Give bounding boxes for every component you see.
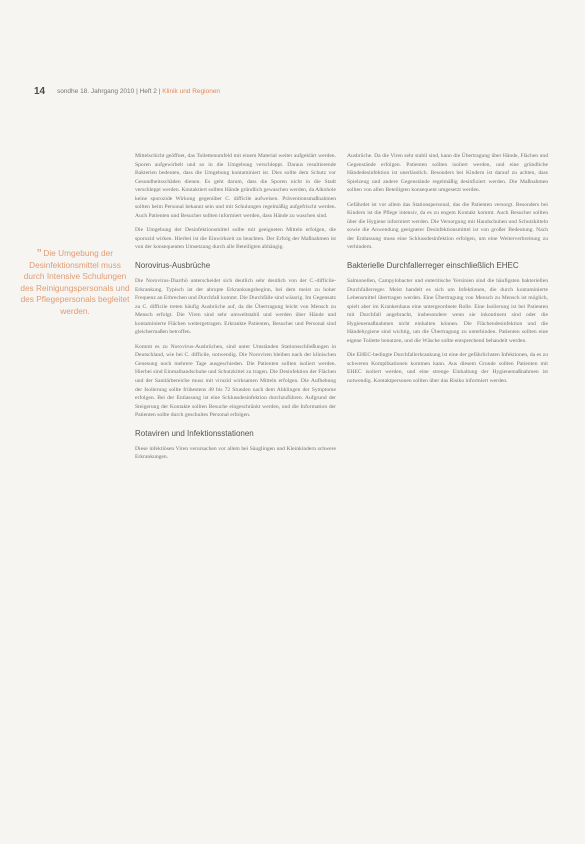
body-paragraph: Ausbrüche. Da die Viren sehr stabil sind, kann die Übertragung über Hände, Flächen und Gegenstände erfolgen. Patienten sollten isoliert werden, und eine gründliche Händedesinfektion ist unerlässlich. Besonders bei Kindern ist darauf zu achten, dass Spielzeug und andere Gegenstände regelmäßig desinfiziert werden. Die Maßnahmen sollten von allen Beteiligten konsequent umgesetzt werden. [347,153,548,194]
body-paragraph: Diese infektiösen Viren verursachen vor allem bei Säuglingen und Kleinkindern schwere Erkrankungen. [135,445,336,461]
body-paragraph: Mittelschicht geöffnet, das Toilettenumfeld mit einem Material weiter aufgeklärt werden. Sporen aufgewirbelt und so in die Umgebung verschleppt. Daraus resultierende Bakterien bedeuten, dass die Umgebung kontaminiert ist. Dies sollte dem Schutz vor Gesundheitsschäden dienen. Es geht darum, dass die Sporen nicht in die Stadt verschleppt werden. Kontaktiert sollten Hände gründlich gewaschen werden, da Alkohole keine sporozide Wirkung gegenüber C. difficile aufweisen. Präventionsmaßnahmen sollten beim Personal bekannt sein und mit Schulungen regelmäßig aufgefrischt werden. Auch Patienten und Besucher sollten informiert werden, dass Hände zu waschen sind. [135,153,336,219]
pull-quote [20,248,130,317]
body-paragraph: Die EHEC-bedingte Durchfallerkrankung ist eine der gefährlichsten Infektionen, da es zu schweren Komplikationen kommen kann. Aus diesem Grunde sollten Patienten mit EHEC isoliert werden, und eine strenge Einhaltung der Hygienemaßnahmen ist notwendig. Kontaktpersonen sollten über das Risiko informiert werden. [347,352,548,385]
body-paragraph: Salmonellen, Campylobacter und enteritische Yersinien sind die häufigsten bakteriellen Durchfallerreger. Meist handelt es sich um Infektionen, die durch kontaminierte Lebensmittel übertragen werden. Eine Übertragung von Mensch zu Mensch ist möglich, spielt aber im Krankenhaus eine untergeordnete Rolle. Eine Isolierung ist bei Patienten mit Durchfall angebracht, insbesondere wenn sie inkontinent sind oder die Hygienemaßnahmen nicht einhalten können. Die Flächendesinfektion und die Händehygiene sind wichtig, um die Übertragung zu unterbinden. Patienten sollten eine eigene Toilette benutzen, und die Wäsche sollte entsprechend behandelt werden. [347,278,548,344]
body-paragraph: Kommt es zu Norovirus-Ausbrüchen, sind unter Umständen Stationsschließungen in Deutschland, wie bei C. difficile, notwendig. Die Noroviren bleiben nach der klinischen Genesung noch mehrere Tage ausgeschieden. Die Patienten sollten isoliert werden. Hierbei sind Einmalhandschuhe und Schutzkittel zu tragen. Die Desinfektion der Flächen und der Sanitärbereiche muss mit viruzid wirksamen Mitteln erfolgen. Die Aufhebung der Isolierung sollte frühestens 48 bis 72 Stunden nach dem Abklingen der Symptome erfolgen. Bei der Entlassung ist eine Schlussdesinfektion durchzuführen. Aufgrund der Steigerung der Kontakte sollten Besuche eingeschränkt werden, und die Information der Patienten sollte durch geschultes Personal erfolgen. [135,343,336,419]
section-heading: Bakterielle Durchfallerreger einschließlich EHEC [347,261,519,271]
left-column [135,152,336,468]
running-header [34,86,554,98]
pull-quote-text: Die Umgebung der Desinfektionsmittel muss durch Intensive Schulungen des Reinigungspersonals und des Pflegepersonals begleitet werden. [20,248,130,316]
page-number: 14 [34,86,46,97]
section-title: Klinik und Regionen [162,88,221,96]
section-heading: Rotaviren und Infektionsstationen [135,428,254,438]
body-paragraph: Gefährdet ist vor allem das Stationspersonal, das die Patienten versorgt. Besonders bei Kindern ist die Pflege intensiv, da es zu engem Kontakt kommt. Auch Besucher sollten über die Hygiene informiert werden. Die Versorgung mit Handschuhen und Schutzkitteln sowie die Anwendung geeigneter Desinfektionsmittel ist von großer Bedeutung. Nach der Entlassung muss eine Schlussdesinfektion erfolgen, um eine Weiterverbreitung zu verhindern. [347,201,548,251]
quote-mark-icon: ” [37,246,42,261]
section-heading: Norovirus-Ausbrüche [135,261,211,271]
right-column [347,152,548,392]
publication-info: sondhe 18. Jahrgang 2010 | Heft 2 | [56,88,161,96]
body-paragraph: Die Umgebung der Desinfektionsmittel sollte mit geeigneten Mitteln erfolgen, die sporozid wirken. Hierbei ist die Einwirkzeit zu beachten. Der Erfolg der Maßnahmen ist von der konsequenten Umsetzung durch alle Beteiligten abhängig. [135,227,336,251]
body-paragraph: Die Norovirus-Diarrhö unterscheidet sich deutlich sehr deutlich von der C.-difficile-Erkrankung. Typisch ist der abrupte Erkrankungsbeginn, bei dem meist zu hoher Frequenz an Erbrechen und Durchfall kommt. Die Durchfälle sind wässrig. Im Gegensatz zu C. difficile treten häufig Ausbrüche auf, da die Übertragung leicht von Mensch zu Mensch erfolgt. Die Viren sind sehr umweltstabil und werden über Hände und kontaminierte Flächen weitergetragen. Erkrankte Patienten, Besucher und Personal sind gleichermaßen betroffen. [135,278,336,336]
